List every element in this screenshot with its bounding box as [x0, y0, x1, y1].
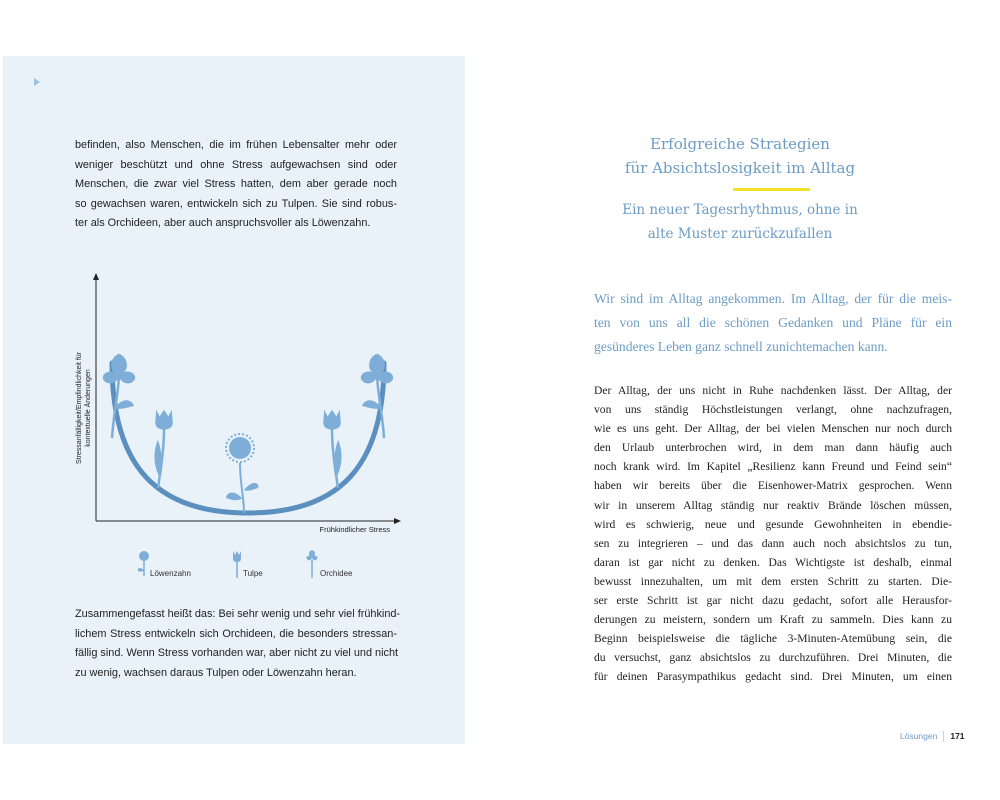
- y-axis-label-line1: Stressanfälligkeit/Empfindlichkeit für: [76, 351, 83, 465]
- text-line: daran ist gar nicht zu denken. Das Wichtigste ist deshalb, einmal: [594, 555, 952, 569]
- text-line: Beginn beispielsweise die tägliche 3-Minuten-Atemübung sein, die: [594, 632, 952, 646]
- top-paragraph: [75, 136, 397, 234]
- text-line: derungen zu meistern, sondern um Kraft zu sammeln. Dies kann zu: [594, 613, 952, 627]
- text-line: Zusammengefasst heißt das: Bei sehr wenig und sehr viel frühkind-: [75, 608, 401, 620]
- dandelion-icon: [226, 434, 258, 513]
- right-page: [480, 56, 1000, 756]
- text-line: befinden, also Menschen, die im frühen Lebensalter mehr oder: [75, 139, 397, 151]
- tulip-icon: [230, 548, 244, 580]
- text-line: haben wir bereits über die Eisenhower-Matrix gesprochen. Wenn: [594, 479, 952, 493]
- text-line: Der Alltag, der uns nicht in Ruhe nachdenken lässt. Der Alltag, der: [594, 384, 952, 397]
- x-axis-label: Frühkindlicher Stress: [319, 525, 390, 534]
- page-footer: [900, 731, 965, 742]
- text-line: für deinen Parasympathikus gedacht sind. Drei Minuten, um einen: [594, 670, 952, 684]
- y-axis-label-line2: kontextuelle Änderungen: [85, 369, 92, 447]
- text-line: du versuchst, ganz absichtslos zu durchzuführen. Drei Minuten, die: [594, 651, 952, 665]
- subtitle-line: Ein neuer Tagesrhythmus, ohne in: [622, 202, 858, 218]
- text-line: fällig sind. Wenn Stress vorhanden war, aber nicht zu viel und nicht: [75, 647, 399, 659]
- text-line: Wir sind im Alltag angekommen. Im Alltag, der für die meis-: [594, 291, 952, 306]
- text-line: Menschen, die zwar viel Stress hatten, dem aber gerade noch: [75, 178, 397, 190]
- x-axis-arrow-icon: [394, 518, 401, 524]
- text-line: bewusst innezuhalten, um mit dem ersten Schritt zu starten. Die-: [594, 574, 952, 588]
- text-line: so gewachsen waren, entwickeln sich zu Tulpen. Sie sind robus-: [75, 197, 397, 210]
- legend-label: Löwenzahn: [150, 569, 191, 578]
- stress-chart: [68, 268, 408, 538]
- subtitle: [580, 198, 900, 246]
- play-arrow-icon: [34, 78, 40, 86]
- subtitle-line: alte Muster zurückzufallen: [647, 226, 833, 242]
- title-line: für Absichtslosigkeit im Alltag: [624, 159, 856, 177]
- title-line: Erfolgreiche Strategien: [650, 135, 830, 153]
- orchid-icon: [304, 548, 320, 580]
- text-line: wird es schwierig, neue und gesunde Gewohnheiten in ebendie-: [594, 517, 952, 531]
- page-number: 171: [950, 731, 965, 741]
- page-title: [580, 132, 900, 180]
- intro-paragraph: [594, 287, 952, 359]
- text-line: wie es uns geht. Der Alltag, der bei vielen Menschen nur noch durch: [594, 422, 952, 436]
- legend-label: Tulpe: [243, 569, 263, 578]
- text-line: ter als Orchideen, aber auch anspruchsvoller als Löwenzahn.: [75, 217, 371, 229]
- text-line: weniger beschützt und ohne Stress aufgewachsen sind oder: [75, 158, 397, 171]
- text-line: sen zu integrieren – und das dann auch noch absichtslos zu tun,: [594, 536, 952, 550]
- text-line: noch krank wird. Im Kapitel „Resilienz kann Freund und Feind sein“: [594, 460, 952, 474]
- tulip-icon: [323, 410, 341, 488]
- chart-legend: [130, 548, 390, 582]
- text-line: von uns ständig Höchstleistungen verlangt, ohne nachzufragen,: [594, 403, 952, 417]
- text-line: ten von uns all die schönen Gedanken und Pläne für ein: [594, 315, 952, 330]
- text-line: ser erste Schritt ist gar nicht dazu gedacht, sofort alle Herausfor-: [594, 594, 952, 608]
- bottom-paragraph: [75, 605, 401, 683]
- text-line: wir in unserem Alltag ständig nur reaktiv Brände löschen müssen,: [594, 498, 952, 512]
- y-axis-arrow-icon: [93, 273, 99, 280]
- section-label: Lösungen: [900, 731, 938, 741]
- text-line: zu wenig, wachsen daraus Tulpen oder Löwenzahn heran.: [75, 666, 357, 679]
- text-line: gesünderes Leben ganz schnell zunichtemachen kann.: [594, 339, 888, 354]
- footer-divider: [943, 731, 944, 742]
- text-line: lichem Stress entwickeln sich Orchideen, die besonders stressan-: [75, 627, 397, 640]
- legend-label: Orchidee: [320, 569, 353, 578]
- text-line: den Urlaub unterbrochen wird, in dem man dann häufig auch: [594, 441, 952, 455]
- tulip-icon: [155, 410, 173, 488]
- body-paragraph: [594, 381, 952, 687]
- accent-bar: [733, 188, 810, 191]
